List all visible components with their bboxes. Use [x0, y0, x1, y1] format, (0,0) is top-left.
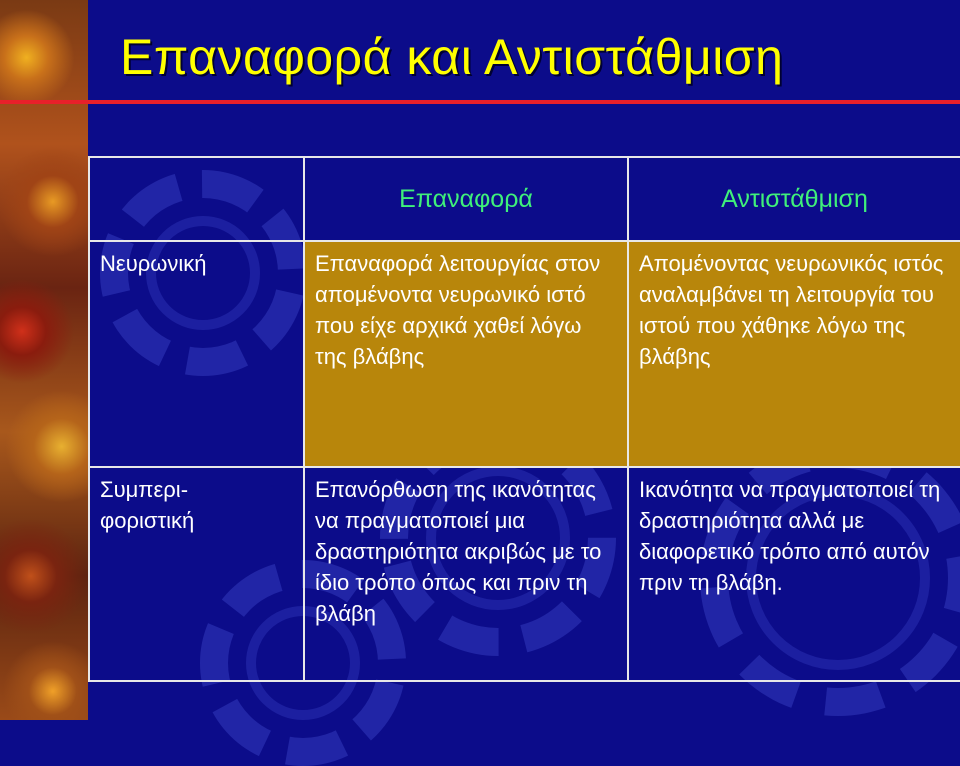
row-label-neural	[89, 241, 304, 467]
header-compensation: Αντιστάθμιση	[628, 157, 960, 241]
header-empty-cell	[89, 157, 304, 241]
title-divider	[0, 100, 960, 104]
row-label-line: Συμπερι-	[100, 477, 189, 502]
comparison-table	[88, 156, 960, 682]
table-row-neural	[89, 241, 960, 467]
row-label-behavioral	[89, 467, 304, 681]
table-header-row	[89, 157, 960, 241]
row-label-line: Νευρωνική	[100, 251, 207, 276]
row-label-line: φοριστική	[100, 508, 195, 533]
decorative-gear-strip	[0, 0, 88, 720]
cell-behavioral-restoration: Επανόρθωση της ικανότητας να πραγματοποιεί μια δραστηριότητα ακριβώς με το ίδιο τρόπο όπως και πριν τη βλάβη	[304, 467, 628, 681]
header-restoration: Επαναφορά	[304, 157, 628, 241]
cell-neural-restoration: Επαναφορά λειτουργίας στον απομένοντα νευρωνικό ιστό που είχε αρχικά χαθεί λόγω της βλάβης	[304, 241, 628, 467]
table-row-behavioral	[89, 467, 960, 681]
slide-title: Επαναφορά και Αντιστάθμιση	[120, 29, 784, 85]
cell-behavioral-compensation: Ικανότητα να πραγματοποιεί τη δραστηριότητα αλλά με διαφορετικό τρόπο από αυτόν πριν τη βλάβη.	[628, 467, 960, 681]
cell-neural-compensation: Απομένοντας νευρωνικός ιστός αναλαμβάνει τη λειτουργία του ιστού που χάθηκε λόγω της βλάβης	[628, 241, 960, 467]
